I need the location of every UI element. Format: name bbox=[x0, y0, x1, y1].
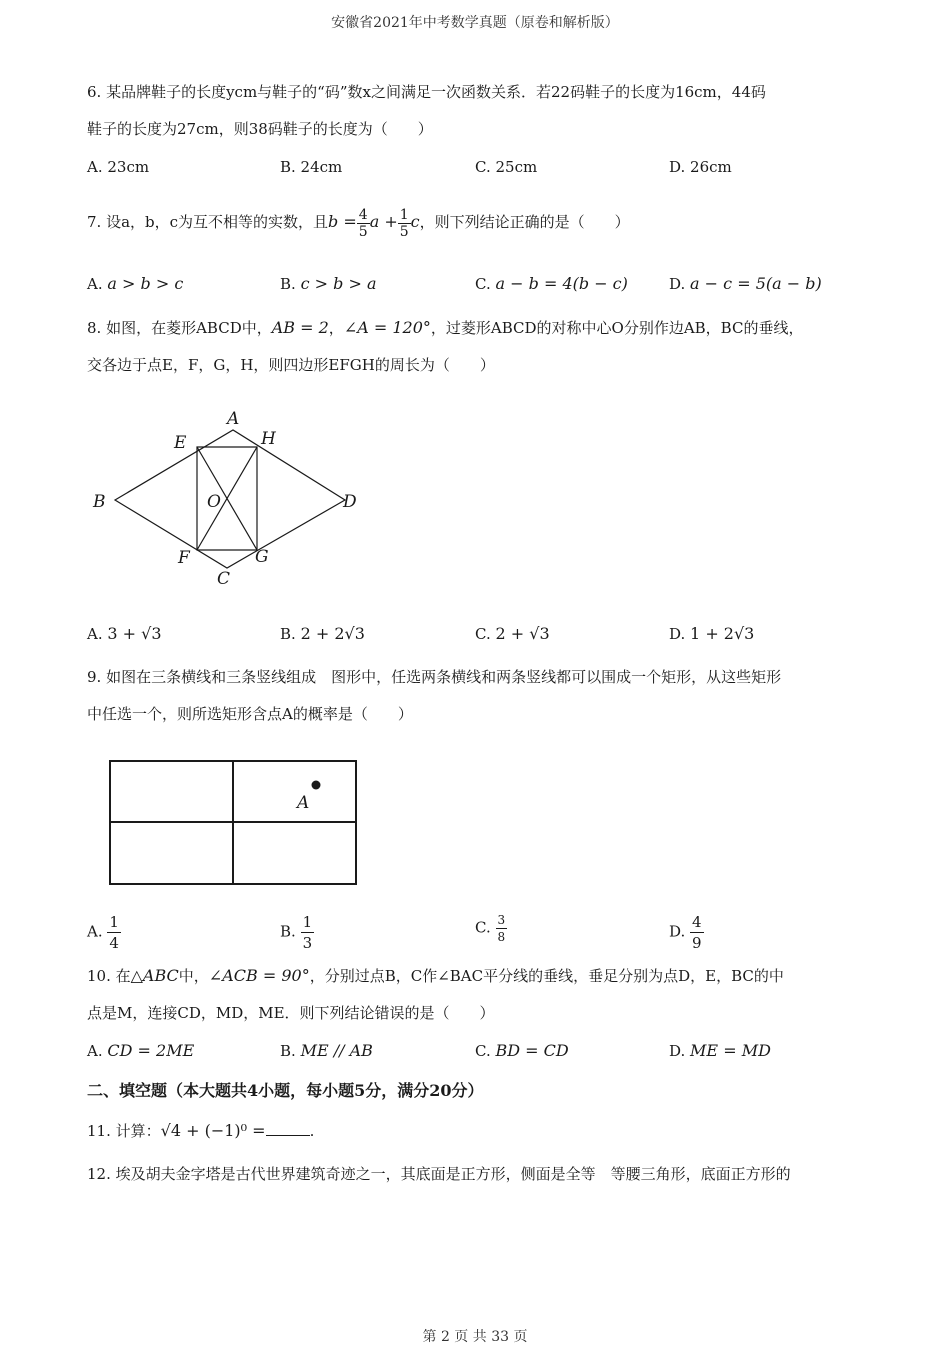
q8-line1: 8. 如图，在菱形ABCD中，AB = 2，∠A = 120°，过菱形ABCD的对称中心O分别作边AB，BC的垂线， bbox=[87, 318, 804, 337]
q10-cond: ∠ACB = 90° bbox=[208, 966, 310, 985]
q11-line: 11. 计算：√4 + (−1)⁰ = . bbox=[87, 1121, 315, 1140]
point-a-label: A bbox=[297, 793, 310, 813]
q8-option-d: D. 1 + 2√3 bbox=[669, 624, 755, 643]
page-header: 安徽省2021年中考数学真题（原卷和解析版） bbox=[331, 15, 619, 31]
label-g: G bbox=[255, 547, 269, 567]
q7-option-d: D. a − c = 5(a − b) bbox=[669, 274, 822, 293]
label-d: D bbox=[343, 492, 357, 512]
q6-option-d: D. 26cm bbox=[669, 158, 732, 176]
q9-grid-figure bbox=[105, 755, 365, 890]
q7-frac1-den: 5 bbox=[358, 223, 368, 240]
q7-option-b: B. c > b > a bbox=[280, 274, 377, 293]
q6-option-a: A. 23cm bbox=[87, 158, 150, 176]
label-c: C bbox=[217, 569, 231, 589]
q11-answer-blank bbox=[266, 1121, 310, 1136]
q11-expr: √4 + (−1)⁰ = bbox=[160, 1121, 266, 1140]
q7-formula-lhs: b = bbox=[328, 212, 357, 231]
q8-line2: 交各边于点E，F，G，H，则四边形EFGH的周长为（ ） bbox=[87, 356, 495, 374]
q7-frac2-den: 5 bbox=[399, 223, 409, 240]
q10-option-a: A. CD = 2ME bbox=[87, 1041, 195, 1060]
q10-option-d: D. ME = MD bbox=[669, 1041, 771, 1060]
q9-option-d: D. $\frac{4}{9}$ bbox=[669, 913, 702, 952]
q7-suffix: ，则下列结论正确的是（ ） bbox=[419, 213, 630, 231]
q10-triangle: △ABC bbox=[130, 966, 179, 985]
q7-option-a: A. a > b > c bbox=[87, 274, 184, 293]
q7-frac1-num: 4 bbox=[358, 206, 368, 223]
q7-var2: c bbox=[410, 212, 420, 231]
q7-var1: a + bbox=[369, 212, 398, 231]
q6-option-b: B. 24cm bbox=[280, 158, 343, 176]
label-a: A bbox=[227, 409, 240, 429]
section-title: 二、填空题（本大题共4小题，每小题5分，满分20分） bbox=[87, 1081, 484, 1100]
q9-line2: 中任选一个，则所选矩形含点A的概率是（ ） bbox=[87, 705, 413, 723]
q8-option-c: C. 2 + √3 bbox=[475, 624, 550, 643]
q6-option-c: C. 25cm bbox=[475, 158, 538, 176]
q8-cond1: AB = 2 bbox=[271, 318, 329, 337]
q6-line2: 鞋子的长度为27cm，则38码鞋子的长度为（ ） bbox=[87, 120, 433, 138]
label-o: O bbox=[207, 492, 221, 512]
q7-frac2 bbox=[398, 207, 411, 240]
q10-option-c: C. BD = CD bbox=[475, 1041, 569, 1060]
q7-option-c: C. a − b = 4(b − c) bbox=[475, 274, 628, 293]
q7-frac2-num: 1 bbox=[399, 206, 409, 223]
label-f: F bbox=[178, 548, 190, 568]
point-a-dot bbox=[312, 781, 321, 790]
q8-option-b: B. 2 + 2√3 bbox=[280, 624, 365, 643]
q12-line1: 12. 埃及胡夫金字塔是古代世界建筑奇迹之一，其底面是正方形，侧面是全等 等腰三角形，底面正方形的 bbox=[87, 1165, 791, 1183]
q8-option-a: A. 3 + √3 bbox=[87, 624, 162, 643]
label-h: H bbox=[261, 429, 276, 449]
q9-line1: 9. 如图在三条横线和三条竖线组成 图形中，任选两条横线和两条竖线都可以围成一个矩形，从这些矩形 bbox=[87, 668, 782, 686]
label-b: B bbox=[93, 492, 106, 512]
q7-line bbox=[87, 202, 630, 242]
q9-option-b: B. $\frac{1}{3}$ bbox=[280, 913, 313, 952]
page-footer: 第 2 页 共 33 页 bbox=[422, 1329, 528, 1345]
q10-line1: 10. 在△ABC中，∠ACB = 90°，分别过点B，C作∠BAC平分线的垂线，垂足分别为点D，E，BC的中 bbox=[87, 966, 784, 985]
q9-option-a: A. $\frac{1}{4}$ bbox=[87, 913, 119, 952]
q8-rhombus-figure bbox=[85, 400, 375, 595]
q8-cond2: ∠A = 120° bbox=[343, 318, 431, 337]
rhombus-abcd bbox=[115, 430, 345, 568]
q10-line2: 点是M，连接CD，MD，ME．则下列结论错误的是（ ） bbox=[87, 1004, 495, 1022]
q6-line1: 6. 某品牌鞋子的长度ycm与鞋子的“码”数x之间满足一次函数关系．若22码鞋子的长度为16cm，44码 bbox=[87, 83, 766, 101]
q9-option-c: C. $\frac{3}{8}$ bbox=[475, 913, 506, 944]
q10-option-b: B. ME // AB bbox=[280, 1041, 373, 1060]
label-e: E bbox=[174, 433, 187, 453]
q7-frac1 bbox=[357, 207, 370, 240]
q7-prefix: 7. 设a，b，c为互不相等的实数，且 bbox=[87, 213, 329, 231]
